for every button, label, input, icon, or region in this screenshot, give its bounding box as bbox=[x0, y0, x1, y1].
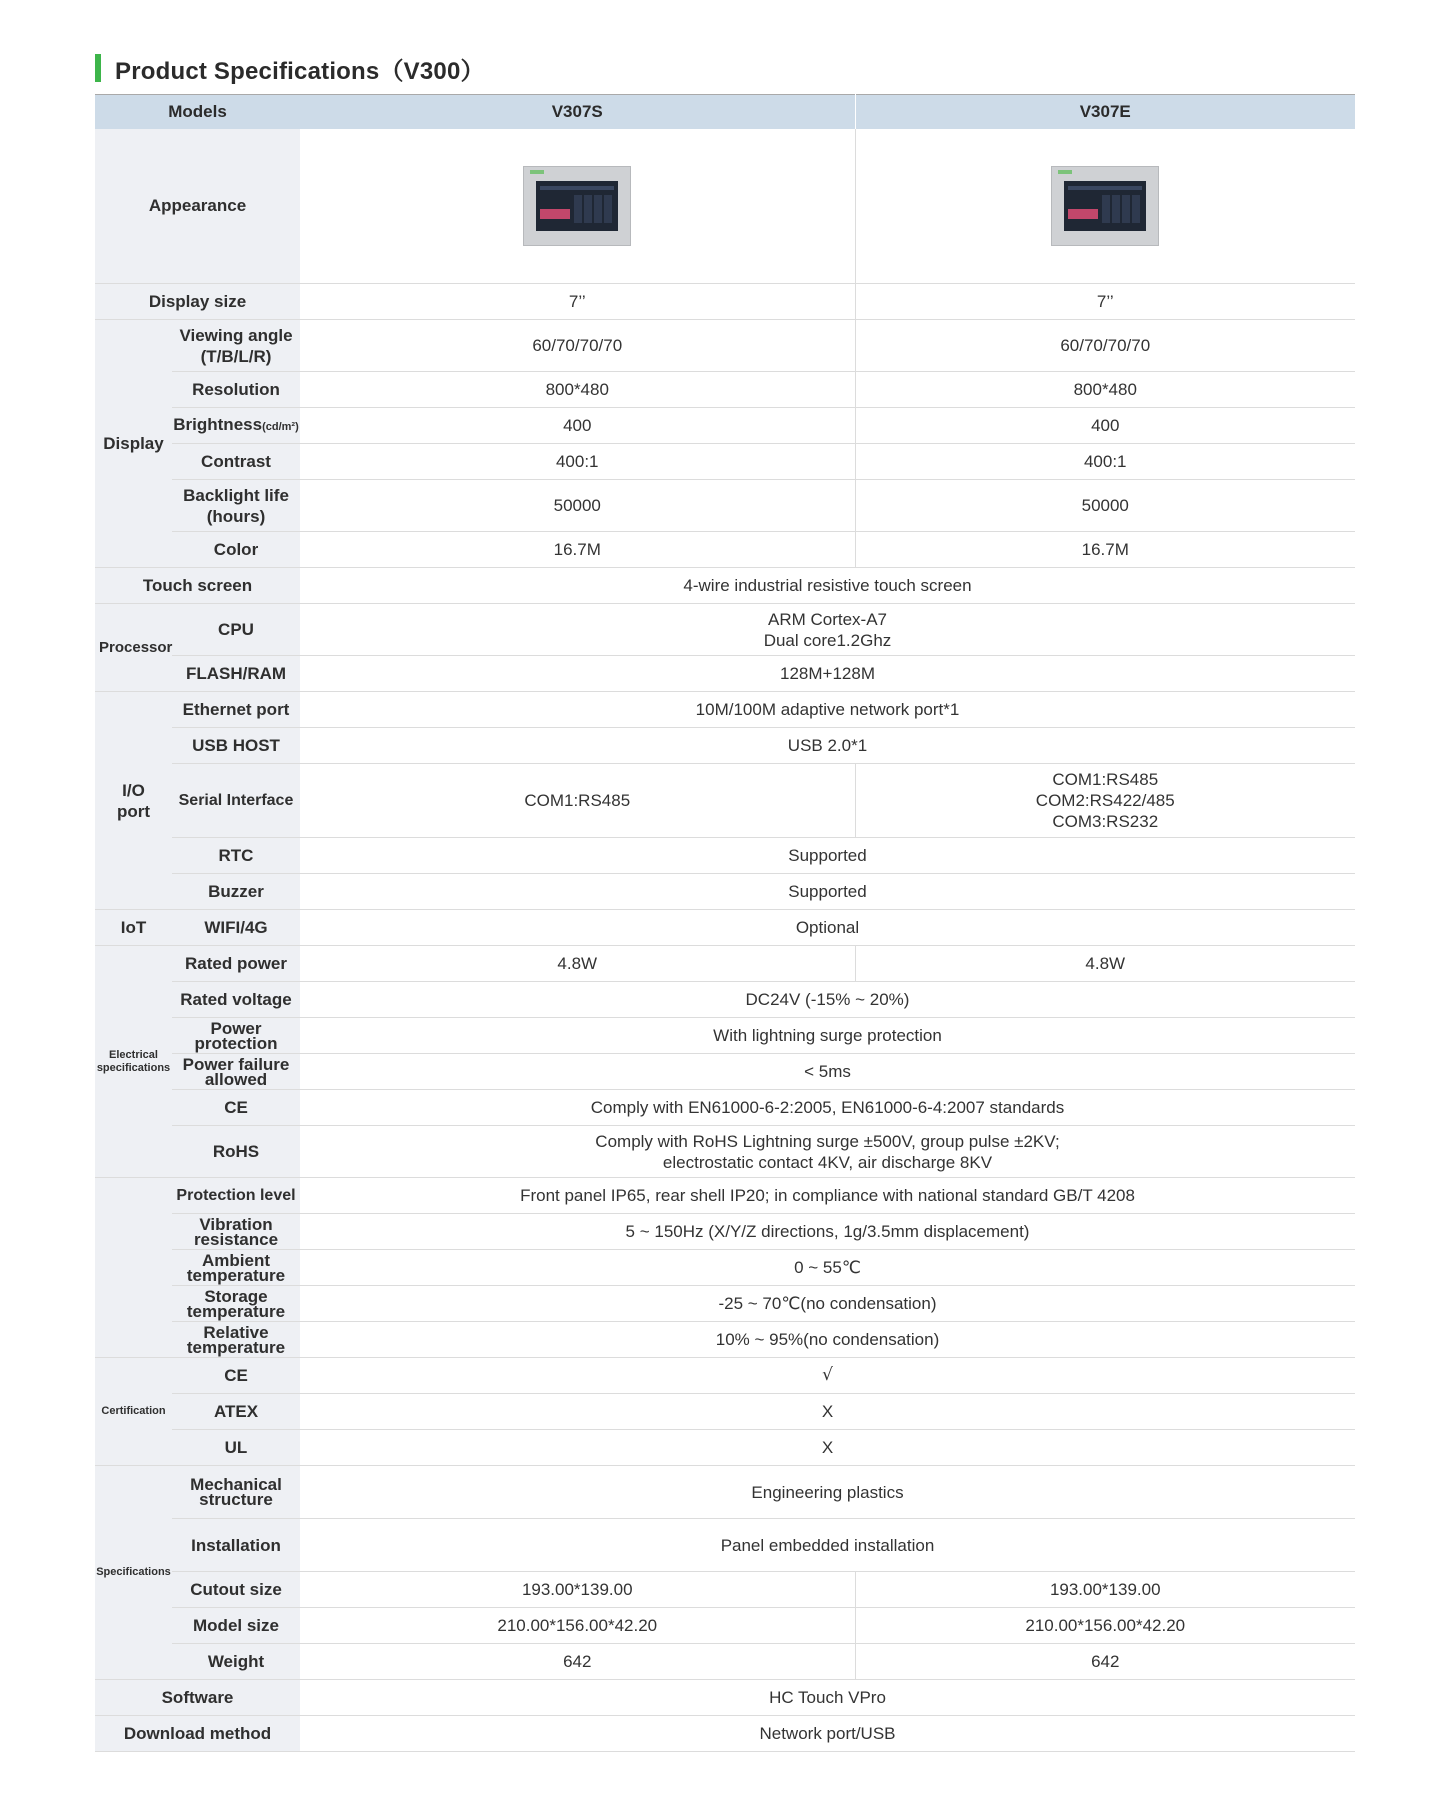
table-row bbox=[95, 284, 1355, 320]
table-row bbox=[95, 1286, 1355, 1322]
category-label bbox=[95, 1178, 172, 1358]
row-label: Model size bbox=[172, 1608, 300, 1644]
row-label: Rated voltage bbox=[172, 982, 300, 1018]
cell-value: 193.00*139.00 bbox=[300, 1572, 855, 1608]
hmi-panel-image bbox=[523, 166, 631, 246]
cell-value: 60/70/70/70 bbox=[300, 320, 855, 372]
table-row bbox=[95, 1572, 1355, 1608]
table-row bbox=[95, 1430, 1355, 1466]
row-label: Display size bbox=[95, 284, 300, 320]
cell-value: -25 ~ 70℃(no condensation) bbox=[300, 1286, 1355, 1322]
row-label: Software bbox=[95, 1680, 300, 1716]
cell-value: Optional bbox=[300, 910, 1355, 946]
cell-value: 4.8W bbox=[300, 946, 855, 982]
cell-value: 193.00*139.00 bbox=[855, 1572, 1355, 1608]
table-row bbox=[95, 910, 1355, 946]
cell-value: 210.00*156.00*42.20 bbox=[300, 1608, 855, 1644]
cell-value: 400 bbox=[855, 408, 1355, 444]
cell-value: 50000 bbox=[300, 480, 855, 532]
cell-value: 16.7M bbox=[300, 532, 855, 568]
cell-value: Panel embedded installation bbox=[300, 1519, 1355, 1572]
row-label: RoHS bbox=[172, 1126, 300, 1178]
row-label: Serial Interface bbox=[172, 764, 300, 838]
table-row bbox=[95, 372, 1355, 408]
title-accent-bar bbox=[95, 54, 101, 82]
cell-value: 0 ~ 55℃ bbox=[300, 1250, 1355, 1286]
row-label: FLASH/RAM bbox=[172, 656, 300, 692]
table-row bbox=[95, 1680, 1355, 1716]
table-row bbox=[95, 1322, 1355, 1358]
row-label: Mechanical structure bbox=[172, 1466, 300, 1519]
table-row bbox=[95, 1126, 1355, 1178]
cell-value: 4.8W bbox=[855, 946, 1355, 982]
cell-value: 60/70/70/70 bbox=[855, 320, 1355, 372]
table-row bbox=[95, 1090, 1355, 1126]
cell-value: X bbox=[300, 1394, 1355, 1430]
row-label: Appearance bbox=[95, 129, 300, 284]
cell-value: 10% ~ 95%(no condensation) bbox=[300, 1322, 1355, 1358]
table-row bbox=[95, 1214, 1355, 1250]
row-label: Buzzer bbox=[172, 874, 300, 910]
table-row bbox=[95, 1519, 1355, 1572]
cell-value: Network port/USB bbox=[300, 1716, 1355, 1752]
table-row bbox=[95, 1466, 1355, 1519]
table-row bbox=[95, 946, 1355, 982]
header-model-b: V307E bbox=[855, 95, 1355, 129]
cell-value: 50000 bbox=[855, 480, 1355, 532]
row-label: CPU bbox=[172, 604, 300, 656]
table-row bbox=[95, 874, 1355, 910]
cell-value: Engineering plastics bbox=[300, 1466, 1355, 1519]
table-row bbox=[95, 532, 1355, 568]
row-label: CE bbox=[172, 1090, 300, 1126]
table-row bbox=[95, 480, 1355, 532]
cell-value: < 5ms bbox=[300, 1054, 1355, 1090]
table-row bbox=[95, 728, 1355, 764]
row-label: Protection level bbox=[172, 1178, 300, 1214]
page-title: Product Specifications（V300） bbox=[115, 57, 485, 85]
row-label: WIFI/4G bbox=[172, 910, 300, 946]
cell-value: Comply with RoHS Lightning surge ±500V, group pulse ±2KV; electrostatic contact 4KV, air discharge 8KV bbox=[300, 1126, 1355, 1178]
cell-value: Supported bbox=[300, 874, 1355, 910]
cell-value: Front panel IP65, rear shell IP20; in compliance with national standard GB/T 4208 bbox=[300, 1178, 1355, 1214]
table-row bbox=[95, 982, 1355, 1018]
table-row bbox=[95, 764, 1355, 838]
row-label: Touch screen bbox=[95, 568, 300, 604]
row-label: Storage temperature bbox=[172, 1286, 300, 1322]
hmi-panel-image bbox=[1051, 166, 1159, 246]
cell-value: 128M+128M bbox=[300, 656, 1355, 692]
cell-value: 7’’ bbox=[855, 284, 1355, 320]
cell-value: DC24V (-15% ~ 20%) bbox=[300, 982, 1355, 1018]
row-label: Ethernet port bbox=[172, 692, 300, 728]
table-row bbox=[95, 1608, 1355, 1644]
row-label: Installation bbox=[172, 1519, 300, 1572]
cell-value: 642 bbox=[300, 1644, 855, 1680]
cell-value: COM1:RS485 bbox=[300, 764, 855, 838]
category-label: IoT bbox=[95, 910, 172, 946]
table-row bbox=[95, 129, 1355, 284]
header-model-a: V307S bbox=[300, 95, 855, 129]
cell-value: 400:1 bbox=[855, 444, 1355, 480]
category-label: Specifications bbox=[95, 1466, 172, 1680]
cell-value: USB 2.0*1 bbox=[300, 728, 1355, 764]
appearance-b bbox=[855, 129, 1355, 284]
row-label: Backlight life (hours) bbox=[172, 480, 300, 532]
row-label: ATEX bbox=[172, 1394, 300, 1430]
table-row bbox=[95, 320, 1355, 372]
cell-value: 642 bbox=[855, 1644, 1355, 1680]
appearance-a bbox=[300, 129, 855, 284]
cell-value: 10M/100M adaptive network port*1 bbox=[300, 692, 1355, 728]
table-header-row bbox=[95, 95, 1355, 129]
cell-value: 5 ~ 150Hz (X/Y/Z directions, 1g/3.5mm displacement) bbox=[300, 1214, 1355, 1250]
cell-value: 400:1 bbox=[300, 444, 855, 480]
category-label: I/O port bbox=[95, 692, 172, 910]
row-label: Relative temperature bbox=[172, 1322, 300, 1358]
cell-value: X bbox=[300, 1430, 1355, 1466]
row-label: Viewing angle (T/B/L/R) bbox=[172, 320, 300, 372]
row-label: Vibration resistance bbox=[172, 1214, 300, 1250]
cell-value: Comply with EN61000-6-2:2005, EN61000-6-4:2007 standards bbox=[300, 1090, 1355, 1126]
row-label: Weight bbox=[172, 1644, 300, 1680]
cell-value: 800*480 bbox=[300, 372, 855, 408]
category-label: Certification bbox=[95, 1358, 172, 1466]
row-label: Color bbox=[172, 532, 300, 568]
row-label: CE bbox=[172, 1358, 300, 1394]
cell-value: 400 bbox=[300, 408, 855, 444]
table-row bbox=[95, 408, 1355, 444]
table-row bbox=[95, 568, 1355, 604]
row-label: Cutout size bbox=[172, 1572, 300, 1608]
table-row bbox=[95, 1716, 1355, 1752]
table-row bbox=[95, 692, 1355, 728]
row-label: Ambient temperature bbox=[172, 1250, 300, 1286]
table-row bbox=[95, 656, 1355, 692]
table-row bbox=[95, 1394, 1355, 1430]
row-label: Download method bbox=[95, 1716, 300, 1752]
table-row bbox=[95, 1018, 1355, 1054]
cell-value: HC Touch VPro bbox=[300, 1680, 1355, 1716]
spec-table bbox=[95, 94, 1355, 1752]
row-label: RTC bbox=[172, 838, 300, 874]
table-row bbox=[95, 604, 1355, 656]
category-label: Display bbox=[95, 320, 172, 568]
cell-value: Supported bbox=[300, 838, 1355, 874]
row-label: Resolution bbox=[172, 372, 300, 408]
row-label: UL bbox=[172, 1430, 300, 1466]
cell-value: 16.7M bbox=[855, 532, 1355, 568]
row-label: Rated power bbox=[172, 946, 300, 982]
cell-value: √ bbox=[300, 1358, 1355, 1394]
section-title bbox=[95, 52, 485, 84]
row-label: Contrast bbox=[172, 444, 300, 480]
cell-value: 210.00*156.00*42.20 bbox=[855, 1608, 1355, 1644]
header-models: Models bbox=[95, 95, 300, 129]
cell-value: 4-wire industrial resistive touch screen bbox=[300, 568, 1355, 604]
cell-value: 800*480 bbox=[855, 372, 1355, 408]
table-row bbox=[95, 444, 1355, 480]
cell-value: COM1:RS485 COM2:RS422/485 COM3:RS232 bbox=[855, 764, 1355, 838]
table-row bbox=[95, 1178, 1355, 1214]
table-row bbox=[95, 1644, 1355, 1680]
row-label: Power failure allowed bbox=[172, 1054, 300, 1090]
table-row bbox=[95, 1358, 1355, 1394]
table-row bbox=[95, 1054, 1355, 1090]
row-label: Brightness(cd/m²) bbox=[172, 408, 300, 444]
table-row bbox=[95, 838, 1355, 874]
row-label: Power protection bbox=[172, 1018, 300, 1054]
category-label: Processor bbox=[95, 604, 172, 692]
table-row bbox=[95, 1250, 1355, 1286]
cell-value: ARM Cortex-A7 Dual core1.2Ghz bbox=[300, 604, 1355, 656]
row-label: USB HOST bbox=[172, 728, 300, 764]
cell-value: With lightning surge protection bbox=[300, 1018, 1355, 1054]
cell-value: 7’’ bbox=[300, 284, 855, 320]
category-label: Electrical specifications bbox=[95, 946, 172, 1178]
